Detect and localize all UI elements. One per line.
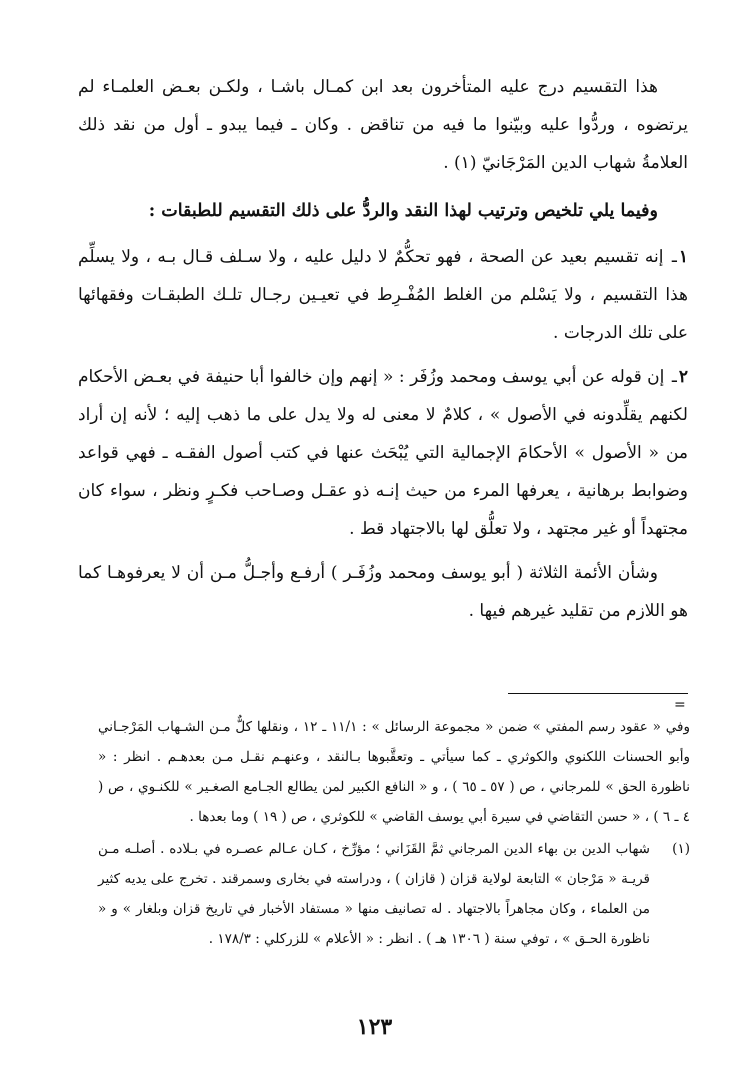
footnote-1-number: (١): [672, 841, 690, 857]
footnote-continuation-mark: =: [674, 697, 686, 713]
point-2-text: إن قوله عن أبي يوسف ومحمد وزُفَر : « إنهم وإن خالفوا أبا حنيفة في بعـض الأحكام لكنهم يقلِّدونه في الأصول » ، كلامٌ لا معنى له ولا يدل على ما ذهب إليه ؛ لأنه إن أراد من « الأصول » الأحكامَ الإجمالية التي يُبْحَث عنها في كتب أصول الفقـه ـ فهي قواعد وضوابط برهانية ، يعرفها المرء من حيث إنـه ذو عقـل وصـاحب فكـرٍ ونظر ، سواء كان مجتهداً أو غير مجتهد ، ولا تعلُّق لها بالاجتهاد قط .: [78, 367, 688, 539]
intro-paragraph: هذا التقسيم درج عليه المتأخرون بعد ابن كمـال باشـا ، ولكـن بعـض العلمـاء لم يرتضوه ، وردُّوا عليه وبيّنوا ما فيه من تناقض . وكان ـ فيما يبدو ـ أول من نقد ذلك العلامةُ شهاب الدين المَرْجَانيّ (١) .: [78, 77, 688, 173]
point-1-text: إنه تقسيم بعيد عن الصحة ، فهو تحكُّمٌ لا دليل عليه ، ولا سـلف قـال بـه ، ولا يسلِّم هذا التقسيم ، ولا يَسْلم من الغلط المُفْـرِط في تعيـين رجـال تلـك الطبقـات وفقهائها على تلك الدرجات .: [78, 247, 688, 343]
footnotes: [98, 712, 690, 954]
point-1: ١ـ إنه تقسيم بعيد عن الصحة ، فهو تحكُّمٌ لا دليل عليه ، ولا سـلف قـال بـه ، ولا يسلِّم هذا التقسيم ، ولا يَسْلم من الغلط المُفْـرِط في تعيـين رجـال تلـك الطبقـات وفقهائها على تلك الدرجات .: [78, 247, 688, 343]
point-2: ٢ـ إن قوله عن أبي يوسف ومحمد وزُفَر : « إنهم وإن خالفوا أبا حنيفة في بعـض الأحكام لكنهم يقلِّدونه في الأصول » ، كلامٌ لا معنى له ولا يدل على ما ذهب إليه ؛ لأنه إن أراد من « الأصول » الأحكامَ الإجمالية التي يُبْحَث عنها في كتب أصول الفقـه ـ فهي قواعد وضوابط برهانية ، يعرفها المرء من حيث إنـه ذو عقـل وصـاحب فكـرٍ ونظر ، سواء كان مجتهداً أو غير مجتهد ، ولا تعلُّق لها بالاجتهاد قط .: [78, 367, 688, 539]
point-1-number: ١: [678, 247, 688, 267]
footnote-continued: وفي « عقود رسم المفتي » ضمن « مجموعة الرسائل » : ١١/١ ـ ١٢ ، ونقلها كلٌّ مـن الشـهاب المَرْجـاني وأبو الحسنات اللكنوي والكوثري ـ كما سيأتي ـ وتعقَّبوها بـالنقد ، وعنهـم نقـل مـن بعدهـم . انظر : « ناظورة الحق » للمرجاني ، ص ( ٥٧ ـ ٦٥ ) ، و « النافع الكبير لمن يطالع الجـامع الصغـير » للكنـوي ، ص ( ٤ ـ ٦ ) ، « حسن التقاضي في سيرة أبي يوسف القاضي » للكوثري ، ص ( ١٩ ) وما بعدها .: [98, 719, 690, 825]
section-heading: وفيما يلي تلخيص وترتيب لهذا النقد والردُّ على ذلك التقسيم للطبقات :: [148, 201, 658, 221]
point-2-number: ٢: [678, 367, 688, 387]
closing-paragraph: وشأن الأئمة الثلاثة ( أبو يوسف ومحمد وزُفَـر ) أرفـع وأجـلُّ مـن أن لا يعرفوهـا كما هو اللازم من تقليد غيرهم فيها .: [78, 563, 688, 621]
main-text: [78, 68, 688, 630]
page-number: ١٢٣: [356, 1014, 393, 1040]
footnote-separator: [508, 693, 688, 694]
footnote-1: [98, 834, 690, 954]
footnote-1-text: شهاب الدين بن بهاء الدين المرجاني ثمَّ القَزَاني ؛ مؤرِّخ ، كـان عـالم عصـره في بـلاده . أصلـه مـن قريـة « مَرْجان » التابعة لولاية قزان ( قازان ) ، ودراسته في بخارى وسمرقند . تخرج على يديه كثير من العلماء ، وكان مجاهراً بالاجتهاد . له تصانيف منها « مستفاد الأخبار في تاريخ قزان وبلغار » و « ناظورة الحـق » ، توفي سنة ( ١٣٠٦ هـ ) . انظر : « الأعلام » للزركلي : ١٧٨/٣ .: [98, 841, 650, 947]
